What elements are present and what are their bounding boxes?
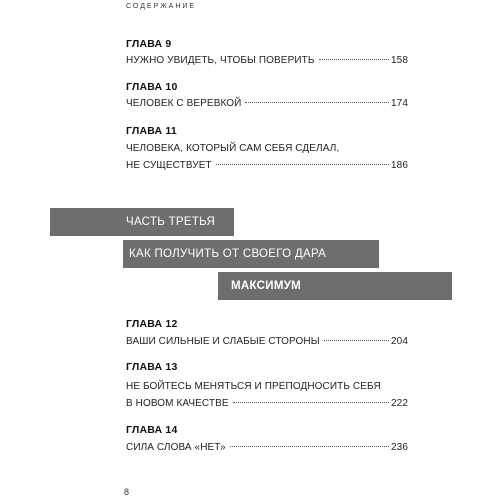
chapter-10-page: 174: [391, 98, 408, 109]
dot-leader: [216, 164, 389, 165]
chapter-14-label: ГЛАВА 14: [126, 424, 178, 436]
chapter-9-page: 158: [391, 55, 408, 66]
page-number: 8: [124, 487, 130, 497]
chapter-9-entry[interactable]: [126, 55, 408, 69]
chapter-11-title-line-2: НЕ СУЩЕСТВУЕТ: [126, 160, 212, 171]
chapter-13-entry[interactable]: [126, 398, 408, 412]
chapter-11-entry[interactable]: [126, 160, 408, 174]
chapter-11-label: ГЛАВА 11: [126, 125, 177, 137]
dot-leader: [233, 402, 389, 403]
chapter-9-title: НУЖНО УВИДЕТЬ, ЧТОБЫ ПОВЕРИТЬ: [126, 55, 315, 66]
chapter-10-label: ГЛАВА 10: [126, 81, 178, 93]
part-title-bar-2: [218, 272, 452, 300]
chapter-9-label: ГЛАВА 9: [126, 38, 172, 50]
dot-leader: [319, 59, 390, 60]
chapter-12-page: 204: [391, 336, 408, 347]
chapter-11-entry-line-1[interactable]: [126, 143, 408, 157]
chapter-13-label: ГЛАВА 13: [126, 361, 178, 373]
chapter-12-title: ВАШИ СИЛЬНЫЕ И СЛАБЫЕ СТОРОНЫ: [126, 336, 320, 347]
chapter-14-title: СИЛА СЛОВА «НЕТ»: [126, 442, 226, 453]
chapter-11-page: 186: [391, 160, 408, 171]
part-label: ЧАСТЬ ТРЕТЬЯ: [126, 216, 216, 228]
part-label-bar: [50, 208, 234, 236]
part-title-line-2: МАКСИМУМ: [231, 280, 302, 292]
chapter-14-entry[interactable]: [126, 442, 408, 456]
chapter-13-title-line-1: НЕ БОЙТЕСЬ МЕНЯТЬСЯ И ПРЕПОДНОСИТЬ СЕБЯ: [126, 381, 381, 392]
dot-leader: [245, 102, 389, 103]
chapter-10-title: ЧЕЛОВЕК С ВЕРЕВКОЙ: [126, 98, 242, 109]
chapter-13-title-line-2: В НОВОМ КАЧЕСТВЕ: [126, 398, 229, 409]
part-title-line-1: КАК ПОЛУЧИТЬ ОТ СВОЕГО ДАРА: [129, 248, 327, 260]
chapter-12-entry[interactable]: [126, 336, 408, 350]
chapter-13-entry-line-1[interactable]: [126, 381, 408, 395]
chapter-12-label: ГЛАВА 12: [126, 318, 178, 330]
part-title-bar-1: [123, 240, 379, 268]
running-header: СОДЕРЖАНИЕ: [126, 3, 197, 10]
dot-leader: [230, 446, 389, 447]
chapter-10-entry[interactable]: [126, 98, 408, 112]
chapter-11-title-line-1: ЧЕЛОВЕКА, КОТОРЫЙ САМ СЕБЯ СДЕЛАЛ,: [126, 143, 340, 154]
chapter-14-page: 236: [391, 442, 408, 453]
dot-leader: [324, 340, 389, 341]
chapter-13-page: 222: [391, 398, 408, 409]
